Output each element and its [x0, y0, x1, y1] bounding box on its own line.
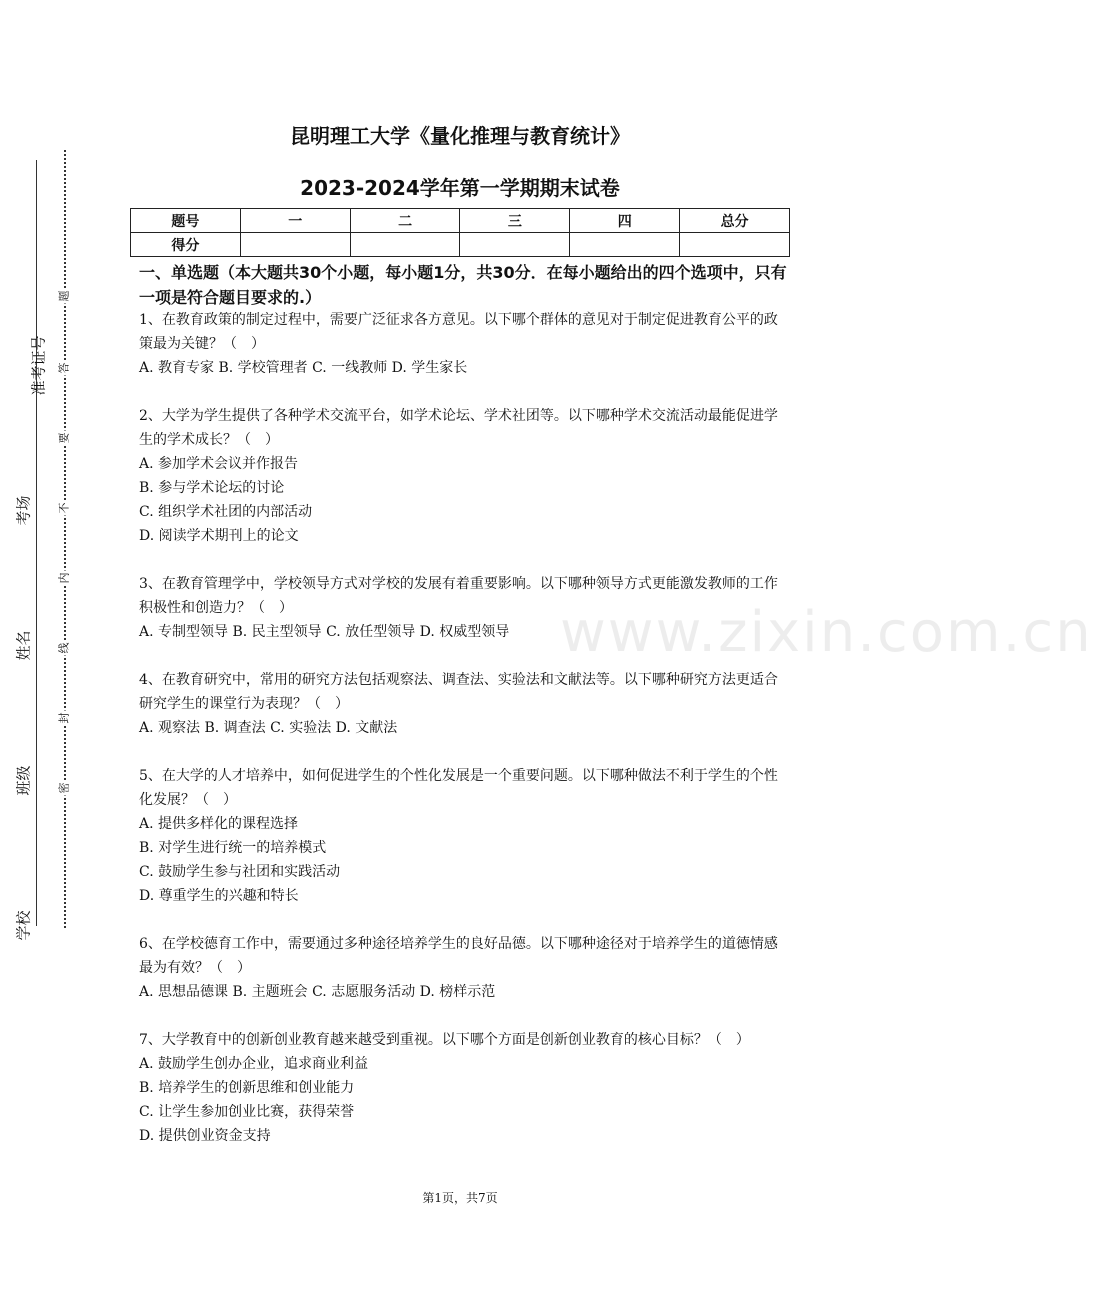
score-header-cell: 总分: [680, 209, 790, 233]
option-a: A. 鼓励学生创办企业，追求商业利益: [139, 1056, 369, 1072]
score-header-cell: 三: [460, 209, 570, 233]
question-stem: 4、在教育研究中，常用的研究方法包括观察法、调查法、实验法和文献法等。以下哪种研究方法更适合研究学生的课堂行为表现？（ ）: [139, 672, 778, 712]
binding-note: 答: [57, 362, 71, 374]
page-subtitle: 2023-2024学年第一学期期末试卷: [300, 176, 620, 200]
section-heading: 一、单选题（本大题共30个小题，每小题1分，共30分．在每小题给出的四个选项中，只有一项是符合题目要求的.）: [139, 263, 787, 307]
binding-note: 封: [57, 712, 71, 724]
watermark: www.zixin.com.cn: [560, 600, 1093, 665]
question-options: A. 思想品德课 B. 主题班会 C. 志愿服务活动 D. 榜样示范: [139, 984, 496, 1000]
score-row-label: 得分: [131, 233, 241, 257]
score-table-header-row: [131, 209, 790, 233]
score-cell: [680, 233, 790, 257]
question-options: A. 观察法 B. 调查法 C. 实验法 D. 文献法: [139, 720, 398, 736]
binding-solid-line: [36, 160, 37, 926]
score-table: [130, 208, 790, 257]
score-cell: [350, 233, 460, 257]
question-stem: 7、大学教育中的创新创业教育越来越受到重视。以下哪个方面是创新创业教育的核心目标？（ ）: [139, 1032, 750, 1048]
option-b: B. 对学生进行统一的培养模式: [139, 840, 327, 856]
question-7: [139, 1028, 789, 1148]
binding-dotted-line: [64, 150, 66, 928]
score-header-cell: 四: [570, 209, 680, 233]
option-c: C. 让学生参加创业比赛，获得荣誉: [139, 1104, 355, 1120]
option-d: D. 尊重学生的兴趣和特长: [139, 888, 299, 904]
score-header-cell: 二: [350, 209, 460, 233]
question-1: [139, 308, 789, 380]
binding-note: 题: [57, 290, 71, 302]
binding-note: 线: [57, 642, 71, 654]
question-stem: 2、大学为学生提供了各种学术交流平台，如学术论坛、学术社团等。以下哪种学术交流活动最能促进学生的学术成长？（ ）: [139, 408, 778, 448]
score-cell: [240, 233, 350, 257]
option-c: C. 组织学术社团的内部活动: [139, 504, 313, 520]
class-label: 班级: [14, 765, 33, 796]
question-4: [139, 668, 789, 740]
question-stem: 1、在教育政策的制定过程中，需要广泛征求各方意见。以下哪个群体的意见对于制定促进教育公平的政策最为关键？（ ）: [139, 312, 778, 352]
question-options: A. 教育专家 B. 学校管理者 C. 一线教师 D. 学生家长: [139, 360, 468, 376]
exam-room-label: 考场: [14, 495, 33, 526]
score-cell: [460, 233, 570, 257]
score-header-cell: 题号: [131, 209, 241, 233]
option-b: B. 参与学术论坛的讨论: [139, 480, 285, 496]
question-list: [139, 308, 789, 1172]
option-a: A. 提供多样化的课程选择: [139, 816, 299, 832]
score-cell: [570, 233, 680, 257]
page-title: 昆明理工大学《量化推理与教育统计》: [290, 124, 630, 148]
score-table-score-row: [131, 233, 790, 257]
admission-number-label: 准考证号: [29, 335, 48, 396]
option-d: D. 提供创业资金支持: [139, 1128, 271, 1144]
binding-note: 密: [57, 782, 71, 794]
binding-note: 不: [57, 502, 71, 514]
option-d: D. 阅读学术期刊上的论文: [139, 528, 299, 544]
binding-note: 要: [57, 432, 71, 444]
question-options: A. 专制型领导 B. 民主型领导 C. 放任型领导 D. 权威型领导: [139, 624, 510, 640]
question-6: [139, 932, 789, 1004]
option-a: A. 参加学术会议并作报告: [139, 456, 299, 472]
question-stem: 6、在学校德育工作中，需要通过多种途径培养学生的良好品德。以下哪种途径对于培养学生的道德情感最为有效？（ ）: [139, 936, 778, 976]
binding-note: 内: [57, 572, 71, 584]
school-label: 学校: [14, 910, 33, 941]
question-stem: 3、在教育管理学中，学校领导方式对学校的发展有着重要影响。以下哪种领导方式更能激发教师的工作积极性和创造力？（ ）: [139, 576, 778, 616]
page-footer: 第1页，共7页: [422, 1191, 498, 1205]
option-b: B. 培养学生的创新思维和创业能力: [139, 1080, 355, 1096]
score-header-cell: 一: [240, 209, 350, 233]
question-5: [139, 764, 789, 908]
question-3: [139, 572, 789, 644]
name-label: 姓名: [14, 630, 33, 661]
question-stem: 5、在大学的人才培养中，如何促进学生的个性化发展是一个重要问题。以下哪种做法不利于学生的个性化发展？（ ）: [139, 768, 778, 808]
question-2: [139, 404, 789, 548]
option-c: C. 鼓励学生参与社团和实践活动: [139, 864, 341, 880]
